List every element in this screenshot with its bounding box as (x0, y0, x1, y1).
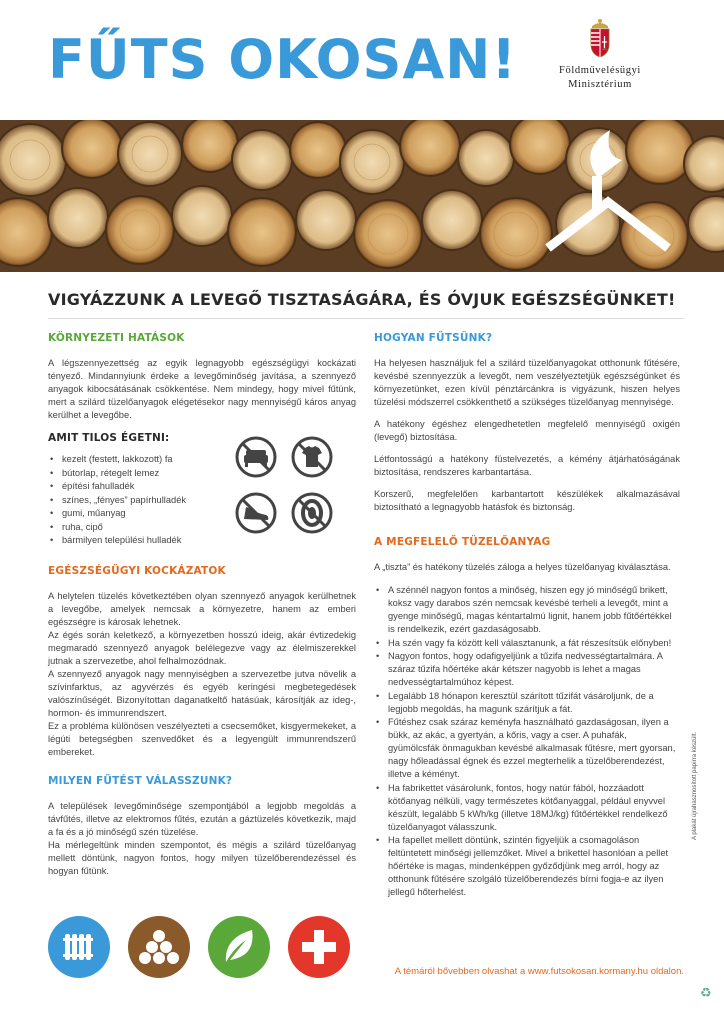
main-heading: VIGYÁZZUNK A LEVEGŐ TISZTASÁGÁRA, ÉS ÓVJUK EGÉSZSÉGÜNKET! (48, 290, 676, 309)
firewood-photo (0, 120, 724, 272)
shoe-ban-icon (234, 491, 278, 535)
how-paragraph: A hatékony égéshez elengedhetetlen megfelelő mennyiségű oxigén (levegő) biztosítása. (374, 419, 680, 442)
health-paragraph: A helytelen tüzelés következtében olyan szennyező anyagok kerülhetnek a levegőbe, amelyek nemcsak a környezetre, hanem az emberi egészségre is károsak lehetnek. (48, 591, 356, 627)
forbidden-list (48, 453, 238, 547)
heating-icons (48, 916, 358, 982)
choose-paragraph: A települések levegőminősége szempontjából a legjobb megoldás a távfűtés, illetve az elektromos fűtés, ezután a gáztüzelés következik, majd a fa és a jó minőségű szén tüzelése. (48, 801, 356, 837)
section-title-environment: KÖRNYEZETI HATÁSOK (48, 332, 185, 344)
section-title-how: HOGYAN FŰTSÜNK? (374, 332, 493, 344)
list-item: • Ha szén vagy fa között kell választanunk, a fát részesítsük előnyben! (374, 637, 680, 650)
health-paragraph: A szennyező anyagok nagy mennyiségben a szervezetbe jutva növelik a szívinfarktus, az agyvérzés és egyéb keringési megbetegedések valószínűségét. Bizonyítottan daganatkeltő hatásúak, károsítják az ideg-, hormon- és immunrendszert. (48, 669, 356, 718)
section-title-forbidden: AMIT TILOS ÉGETNI: (48, 432, 170, 444)
recycle-icon: ♻ (700, 985, 712, 1000)
list-item: • A szénnél nagyon fontos a minőség, hiszen egy jó minőségű brikett, koksz vagy darabos szén nemcsak kevésbé terheli a levegőt, mint a gyenge minőségű, magas kéntartalmú lignit, hanem jobb fűtőértékkel is rendelkezik, ezért gazdaságosabb. (374, 584, 680, 636)
clothing-ban-icon (290, 435, 334, 479)
leaf-icon (208, 916, 270, 978)
list-item: • kezelt (festett, lakkozott) fa (48, 453, 238, 466)
list-item: • Legalább 18 hónapon keresztül szárított tűzifát vásároljunk, de a legjobb megoldás, ha magunk szárítjuk a fát. (374, 690, 680, 716)
choose-paragraph: Ha mérlegeltünk minden szempontot, és mégis a szilárd tüzelőanyag mellett döntünk, nagyon fontos, hogy milyen tüzelőberendezéssel és hogyan fűtünk. (48, 840, 356, 876)
section-title-choose: MILYEN FŰTÉST VÁLASSZUNK? (48, 775, 233, 787)
choose-text (48, 800, 356, 878)
list-item: • Ha fapellet mellett döntünk, szintén figyeljük a csomagoláson feltüntetett minőségi jellemzőket. Mivel a brikettel hasonlóan a pellet hőértéke is magas, mindenképpen győződjünk meg arról, hogy az otthonunk fűtésére szolgáló tüzelőberendezés bírni fogja-e az ilyen jellegű hőterhelést. (374, 834, 680, 899)
fuel-list (374, 584, 680, 899)
health-text (48, 590, 356, 759)
right-column (374, 332, 680, 909)
fuel-intro: A „tiszta” és hatékony tüzelés záloga a helyes tüzelőanyag kiválasztása. (374, 562, 671, 572)
how-paragraph: Ha helyesen használjuk fel a szilárd tüzelőanyagokat otthonunk fűtésére, kevésbé szennyezzük a levegőt, nem veszélyeztetjük egészségünket és környezetünket, ezen kívül pénztárcánkra is vigyázunk, hiszen helyes tüzelési módszerrel csökkenthető a szükséges tüzelőanyag mennyisége. (374, 358, 680, 407)
ministry-name: Földművelésügyi Minisztérium (559, 65, 641, 90)
ministry-logo (540, 18, 660, 92)
list-item: • bármilyen települési hulladék (48, 534, 238, 547)
radiator-icon (48, 916, 110, 978)
log-stack-icon (128, 916, 190, 978)
red-cross-icon (288, 916, 350, 978)
furniture-ban-icon (234, 435, 278, 479)
environment-text: A légszennyezettség az egyik legnagyobb egészségügyi kockázati tényező. Mindannyiunk érdeke a levegőminőség javítása, a szennyező anyagok kibocsátásának csökkentése. Nem mindegy, hogy mivel fűtünk, mert a szilárd tüzelőanyagok elégetésekor nagy mennyiségű káros anyag kerülhet a levegőbe. (48, 358, 356, 420)
list-item: • színes, „fényes” papírhulladék (48, 494, 238, 507)
section-title-fuel: A MEGFELELŐ TÜZELŐANYAG (374, 536, 551, 548)
forbidden-block (48, 453, 356, 547)
list-item: • Nagyon fontos, hogy odafigyeljünk a tűzifa nedvességtartalmára. A száraz tűzifa hőértéke akár kétszer nagyobb is lehet a magas nedvességtartalmúhoz képest. (374, 650, 680, 689)
footer-link-text: A témáról bővebben olvashat a www.futsokosan.kormany.hu oldalon. (394, 966, 684, 977)
coat-of-arms-icon (588, 18, 612, 58)
list-item: • ruha, cipő (48, 521, 238, 534)
left-column (48, 332, 356, 878)
list-item: • Fűtéshez csak száraz keményfa használható gazdaságosan, ilyen a bükk, az akác, a gyertyán, a kőris, vagy a cser. A puhafák, gyümölcsfák önmagukban kevésbé alkalmasak fűtésre, mert gyorsan, nagy hőleadással égnek és ezzel megterhelik a tüzelőberendezést, illetve a kéményt. (374, 716, 680, 781)
poster-title: FŰTS OKOSAN! (48, 28, 517, 91)
divider (48, 318, 684, 319)
recycled-paper-note: A plakát újrahasznosított papírra készült. (692, 731, 698, 840)
list-item: • építési fahulladék (48, 480, 238, 493)
tire-ban-icon (290, 491, 334, 535)
how-paragraph: Létfontosságú a hatékony füstelvezetés, a kémény átjárhatóságának biztosítása, rendszeres karbantartása. (374, 454, 680, 477)
header (0, 0, 724, 120)
how-paragraph: Korszerű, megfelelően karbantartott készülékek alkalmazásával biztosítható a legnagyobb hatásfok és biztonság. (374, 489, 680, 512)
health-paragraph: Ez a probléma különösen veszélyezteti a csecsemőket, kisgyermekeket, a légúti betegségben szenvedőket és a legyengült immunrendszerű embereket. (48, 721, 356, 757)
list-item: • Ha fabrikettet vásárolunk, fontos, hogy natúr fából, hozzáadott kötőanyag nélküli, vagy természetes kötőanyaggal, például enyvvel készült, legalább 5 kWh/kg (illetve 18MJ/kg) fűtőértékkel rendelkező tüzelőanyagot válasszunk. (374, 782, 680, 834)
list-item: • gumi, műanyag (48, 507, 238, 520)
section-title-health: EGÉSZSÉGÜGYI KOCKÁZATOK (48, 565, 226, 577)
health-paragraph: Az égés során keletkező, a környezetben hosszú ideig, akár évtizedekig megmaradó szennyező anyagok belélegezve vagy az élelmiszerekkel jutnak a szervezetbe, ahol felhalmozódnak. (48, 630, 356, 666)
list-item: • bútorlap, rétegelt lemez (48, 467, 238, 480)
